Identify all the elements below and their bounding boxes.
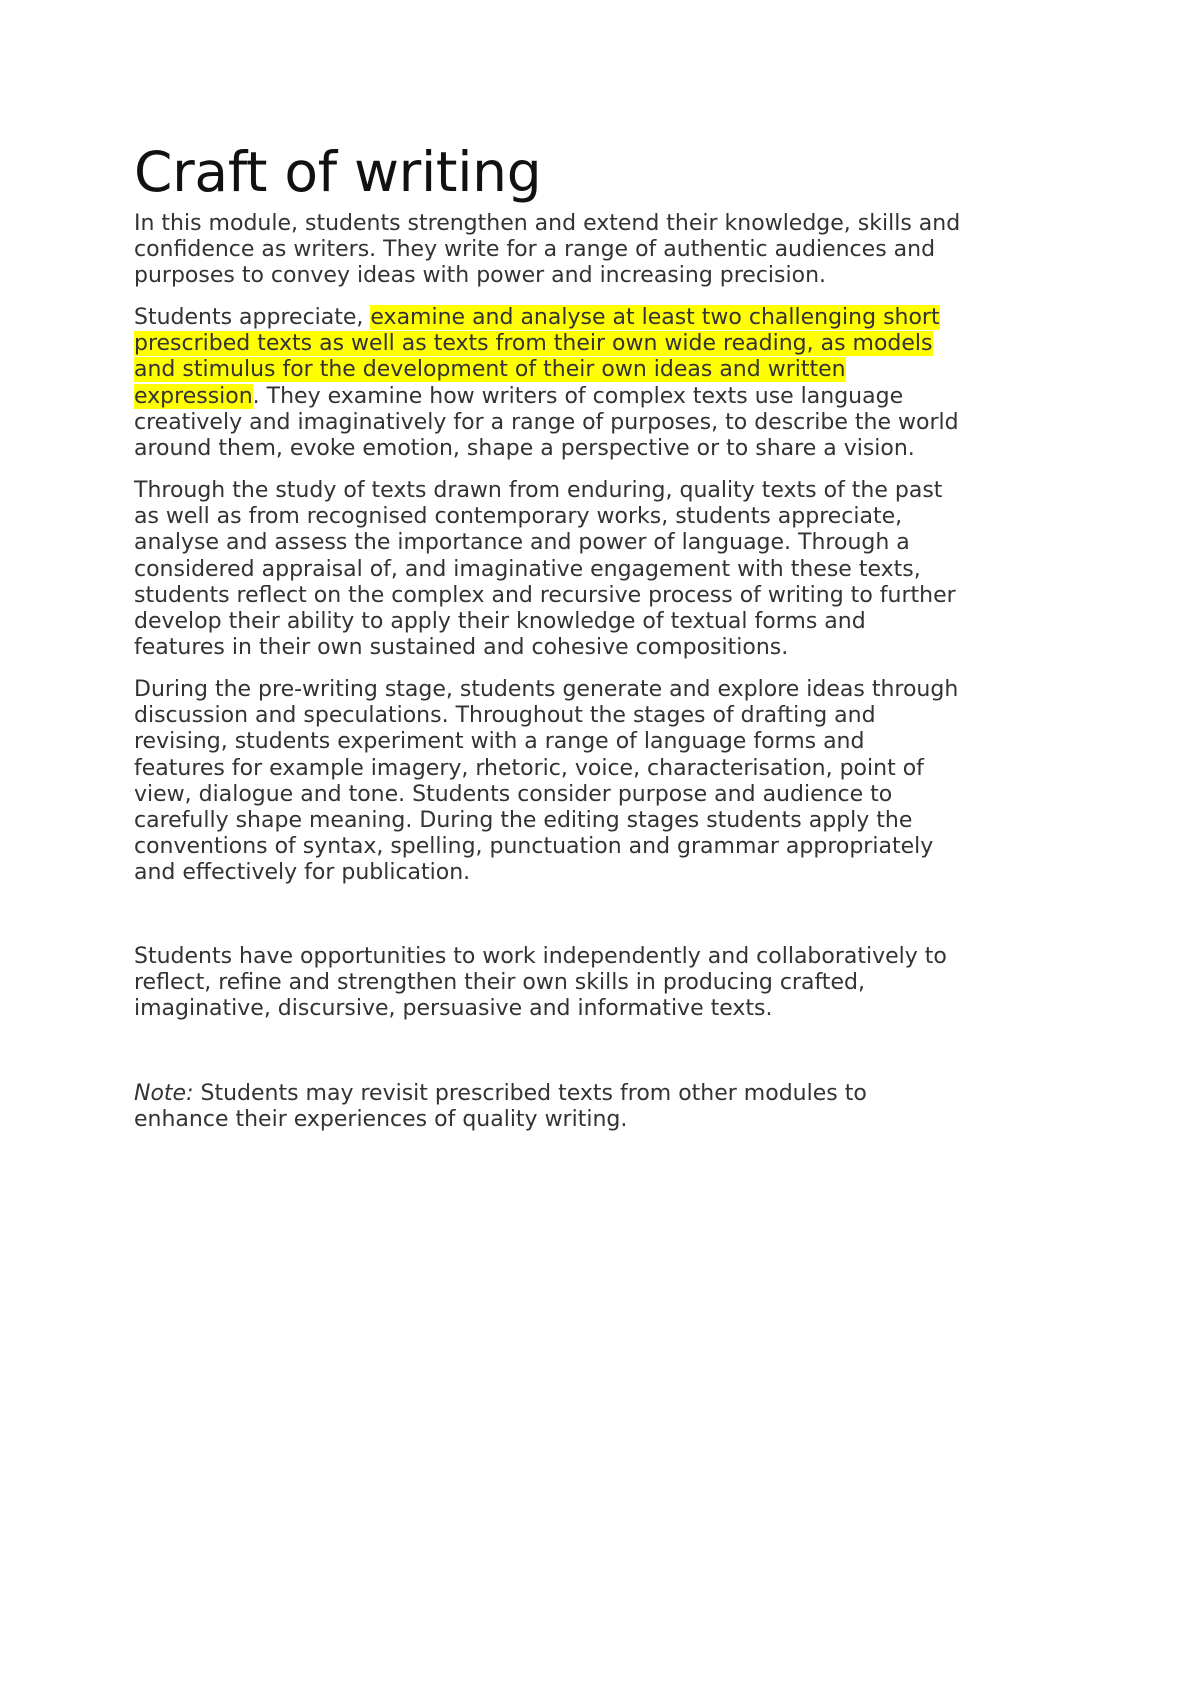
note-label: Note: [134,1081,194,1106]
text-line [134,1081,1034,1107]
text-line: analyse and assess the importance and power of language. Through a [134,530,910,556]
text-line: creatively and imaginatively for a range of purposes, to describe the world [134,409,959,435]
text-line: view, dialogue and tone. Students consider purpose and audience to [134,781,893,807]
text-line: During the pre-writing stage, students generate and explore ideas through [134,677,959,702]
highlighted-text: examine and analyse at least two challenging short [370,305,940,330]
text-line: features in their own sustained and cohesive compositions. [134,635,789,661]
plain-text: . They examine how writers of complex texts use language [252,383,904,409]
text-line: confidence as writers. They write for a range of authentic audiences and [134,237,936,263]
text-line: around them, evoke emotion, shape a perspective or to share a vision. [134,435,915,461]
text-line: features for example imagery, rhetoric, voice, characterisation, point of [134,755,924,781]
highlighted-text: and stimulus for the development of their own ideas and written [134,357,846,383]
text-line [134,357,1034,383]
paragraph-opportunities [134,944,1034,1023]
text-line: Through the study of texts drawn from enduring, quality texts of the past [134,478,943,503]
text-line: students reflect on the complex and recursive process of writing to further [134,582,956,608]
text-line [134,384,1034,410]
note-paragraph [134,1081,1034,1133]
text-line: conventions of syntax, spelling, punctuation and grammar appropriately [134,834,934,860]
paragraph-appreciate [134,305,1034,462]
text-line: develop their ability to apply their knowledge of textual forms and [134,608,866,634]
paragraph-intro [134,211,1034,290]
text-line: Students have opportunities to work independently and collaboratively to [134,944,947,969]
text-line: purposes to convey ideas with power and increasing precision. [134,263,827,289]
text-line: reflect, refine and strengthen their own skills in producing crafted, [134,970,865,996]
text-line [134,331,1034,357]
paragraph-prewriting [134,677,1034,887]
text-line: enhance their experiences of quality writing. [134,1107,628,1133]
text-line: In this module, students strengthen and extend their knowledge, skills and [134,211,961,236]
text-line: and effectively for publication. [134,860,471,886]
text-line: carefully shape meaning. During the editing stages students apply the [134,807,913,833]
document-title: Craft of writing [134,140,542,204]
text-line: revising, students experiment with a range of language forms and [134,729,865,755]
highlighted-text: expression [134,383,253,409]
note-text: Students may revisit prescribed texts from other modules to [193,1081,867,1106]
highlighted-text: prescribed texts as well as texts from their own wide reading, as models [134,331,933,357]
plain-text: Students appreciate, [134,305,371,330]
text-line [134,305,1034,331]
text-line: as well as from recognised contemporary works, students appreciate, [134,504,903,530]
paragraph-study [134,478,1034,661]
text-line: considered appraisal of, and imaginative engagement with these texts, [134,556,921,582]
text-line: imaginative, discursive, persuasive and informative texts. [134,996,773,1022]
text-line: discussion and speculations. Throughout the stages of drafting and [134,703,876,729]
